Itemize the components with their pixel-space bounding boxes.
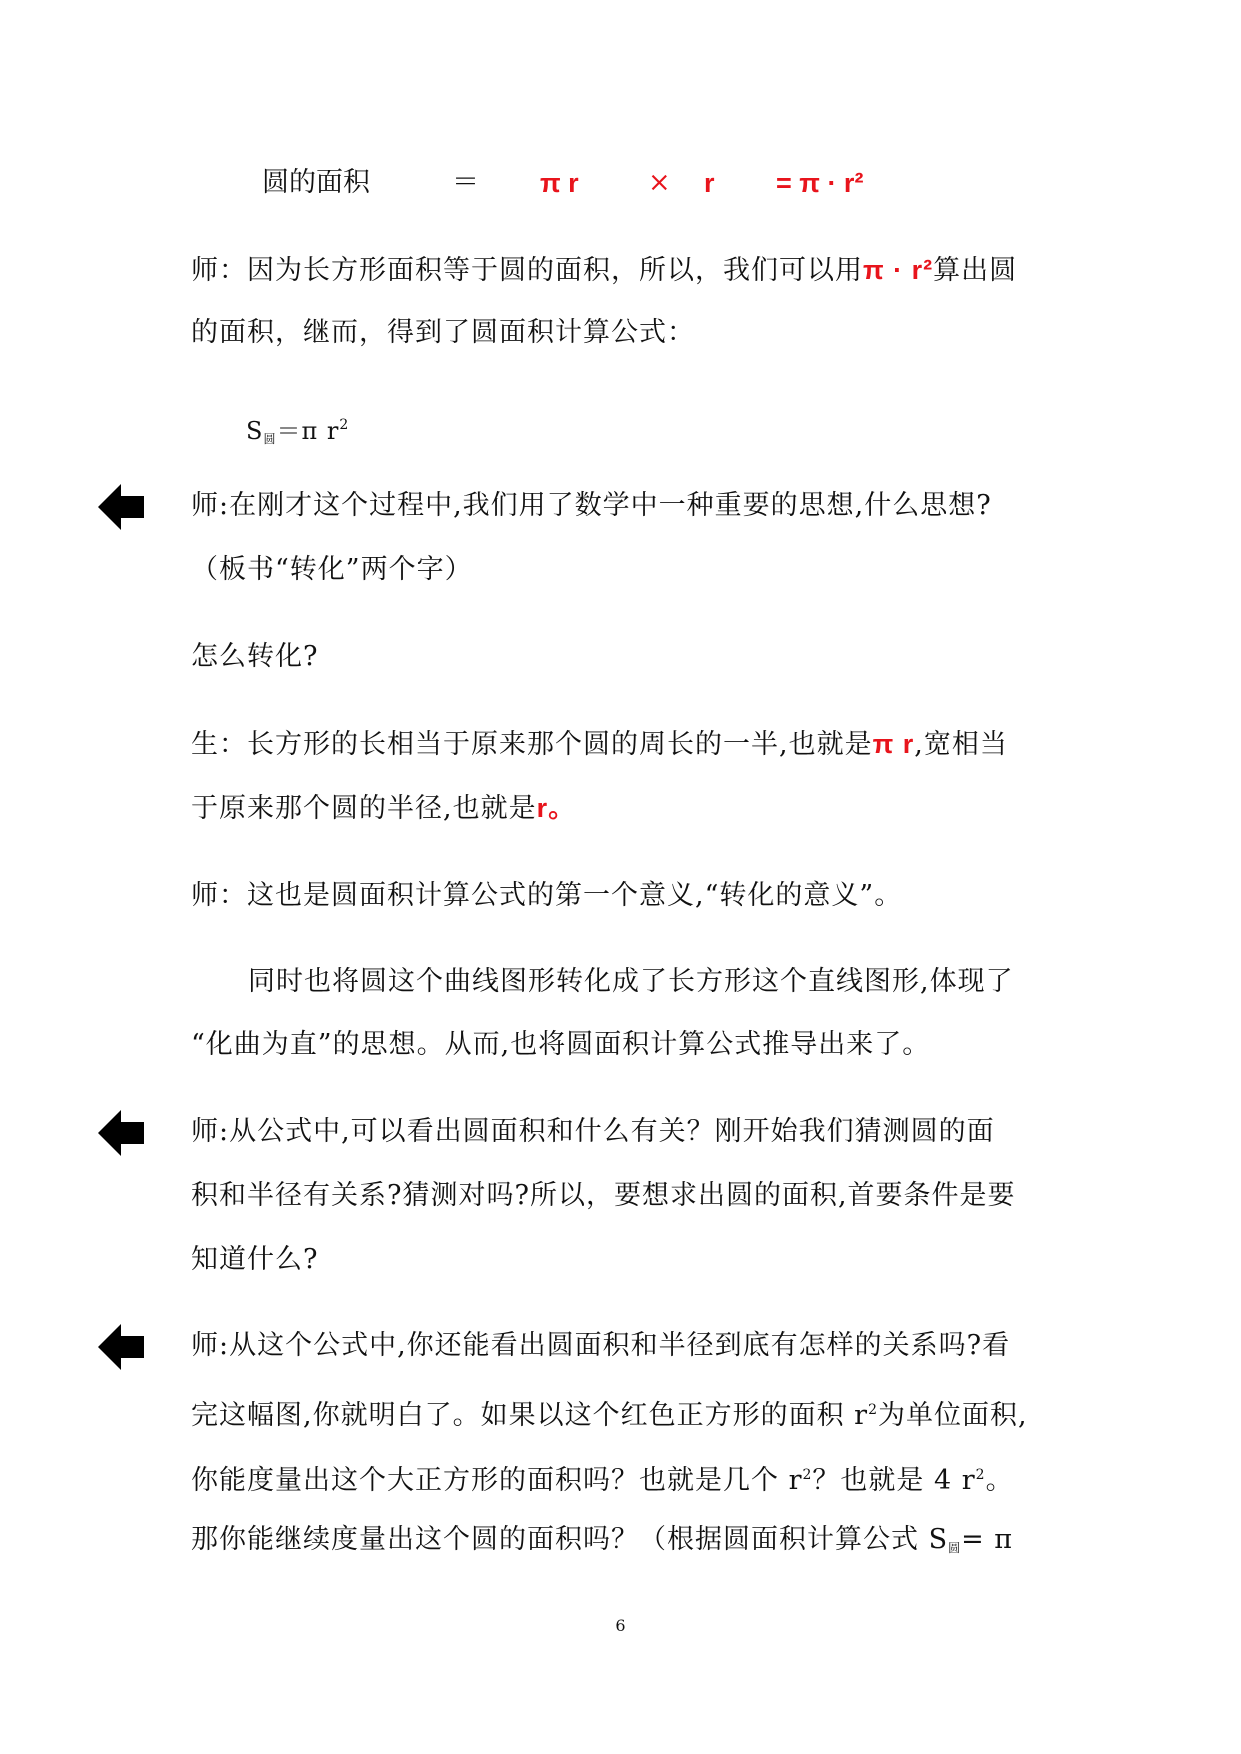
- text-segment: 生：长方形的长相当于原来那个圆的周长的一半,也就是: [191, 729, 873, 760]
- text-segment: 你能度量出这个大正方形的面积吗？也就是几个 r: [191, 1465, 803, 1496]
- paragraph-line: 师:从这个公式中,你还能看出圆面积和半径到底有怎样的关系吗?看: [191, 1330, 1011, 1361]
- paragraph-line: 怎么转化?: [191, 641, 319, 672]
- paragraph-line: 的面积，继而，得到了圆面积计算公式：: [191, 317, 695, 348]
- highlight-formula: π · r²: [863, 255, 934, 285]
- text-segment: 师：因为长方形面积等于圆的面积，所以，我们可以用: [191, 255, 863, 286]
- subscript: 圆: [948, 1541, 962, 1555]
- paragraph-line: 积和半径有关系?猜测对吗?所以，要想求出圆的面积,首要条件是要: [191, 1180, 1016, 1211]
- formula-r: r: [704, 168, 715, 198]
- highlight-formula: π r: [872, 729, 915, 759]
- page-number: 6: [615, 1616, 626, 1635]
- text-segment: 那你能继续度量出这个圆的面积吗？（根据圆面积计算公式 S: [191, 1524, 949, 1555]
- formula-times: ×: [648, 167, 671, 198]
- paragraph-line: [191, 1390, 1028, 1436]
- superscript: 2: [975, 1467, 986, 1483]
- text-segment: 完这幅图,你就明白了。如果以这个红色正方形的面积 r: [191, 1400, 869, 1431]
- paragraph-line: [191, 1520, 1013, 1568]
- paragraph-line: 同时也将圆这个曲线图形转化成了长方形这个直线图形,体现了: [248, 966, 1014, 997]
- text-segment: 于原来那个圆的半径,也就是: [191, 793, 537, 824]
- superscript: 2: [868, 1402, 878, 1418]
- highlight-formula: r。: [536, 793, 577, 823]
- text-segment: ？也就是 4 r: [812, 1465, 976, 1496]
- left-arrow-icon: [98, 1110, 144, 1156]
- formula-equals: ＝: [452, 167, 479, 198]
- formula-body: ＝π r: [276, 417, 340, 445]
- paragraph-line: [191, 724, 1008, 765]
- paragraph-line: [191, 250, 1017, 291]
- formula-superscript: 2: [339, 417, 350, 433]
- formula-label: 圆的面积: [262, 167, 370, 198]
- paragraph-line: 知道什么?: [191, 1244, 319, 1275]
- formula-result: = π · r²: [776, 168, 864, 198]
- superscript: 2: [802, 1467, 813, 1483]
- left-arrow-icon: [98, 1324, 144, 1370]
- text-segment: ,宽相当: [914, 729, 1008, 760]
- paragraph-line: 师:从公式中,可以看出圆面积和什么有关？刚开始我们猜测圆的面: [191, 1116, 995, 1147]
- paragraph-line: （板书“转化”两个字）: [191, 554, 473, 585]
- formula-pi-r: π r: [540, 168, 579, 198]
- paragraph-line: [191, 1455, 1014, 1501]
- text-segment: = π: [961, 1524, 1014, 1555]
- paragraph-line: [191, 788, 576, 829]
- text-segment: 。: [985, 1465, 1014, 1496]
- text-segment: 算出圆: [933, 255, 1018, 286]
- paragraph-line: “化曲为直”的思想。从而,也将圆面积计算公式推导出来了。: [191, 1029, 931, 1060]
- paragraph-line: 师:在刚才这个过程中,我们用了数学中一种重要的思想,什么思想?: [191, 490, 992, 521]
- area-formula: [246, 405, 349, 459]
- formula-s: S: [246, 417, 264, 445]
- text-segment: 为单位面积,: [878, 1400, 1028, 1431]
- formula-subscript: 圆: [263, 432, 277, 446]
- left-arrow-icon: [98, 484, 144, 530]
- paragraph-line: 师：这也是圆面积计算公式的第一个意义,“转化的意义”。: [191, 880, 903, 911]
